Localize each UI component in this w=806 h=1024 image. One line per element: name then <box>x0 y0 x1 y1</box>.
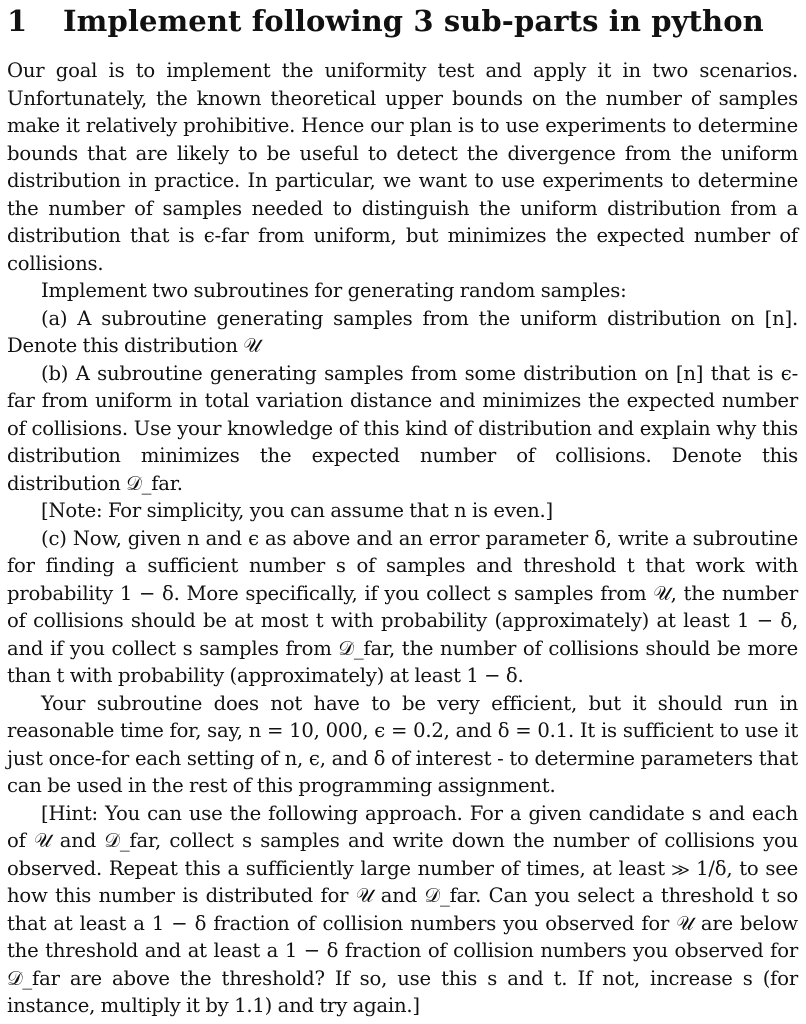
paragraph-hint: [Hint: You can use the following approach. For a given candidate s and each of 𝒰 and 𝒟_far, collect s samples and write down the number of collisions you observed. Repeat this a sufficiently large number of times, at least ≫ 1/δ, to see how this number is distributed for 𝒰 and 𝒟_far. Can you select a threshold t so that at least a 1 − δ fraction of collision numbers you observed for 𝒰 are below the threshold and at least a 1 − δ fraction of collision numbers you observed for 𝒟_far are above the threshold? If so, use this s and t. If not, increase s (for instance, multiply it by 1.1) and try again.] <box>7 801 798 1017</box>
paragraph-efficiency: Your subroutine does not have to be very efficient, but it should run in reasonable time for, say, n = 10, 000, ϵ = 0.2, and δ = 0.1. It is sufficient to use it just once-for each setting of n, ϵ, and δ of interest - to determine parameters that can be used in the rest of this programming assignment. <box>7 691 798 797</box>
paragraph-subroutines-intro: Implement two subroutines for generating random samples: <box>41 279 627 302</box>
section-body <box>7 57 798 1020</box>
paragraph-part-b: (b) A subroutine generating samples from some distribution on [n] that is ϵ-far from uniform in total variation distance and minimizes the expected number of collisions. Use your knowledge of this kind of distribution and explain why this distribution minimizes the expected number of collisions. Denote this distribution 𝒟_far. <box>7 361 798 495</box>
section-number: 1 <box>7 4 28 38</box>
paragraph-part-a: (a) A subroutine generating samples from the uniform distribution on [n]. Denote this distribution 𝒰 <box>7 306 798 357</box>
paragraph-part-c: (c) Now, given n and ϵ as above and an error parameter δ, write a subroutine for finding a sufficient number s of samples and threshold t that work with probability 1 − δ. More specifically, if you collect s samples from 𝒰, the number of collisions should be at most t with probability (approximately) at least 1 − δ, and if you collect s samples from 𝒟_far, the number of collisions should be more than t with probability (approximately) at least 1 − δ. <box>7 526 798 687</box>
section-title: Implement following 3 sub-parts in python <box>63 4 764 38</box>
paragraph-intro: Our goal is to implement the uniformity test and apply it in two scenarios. Unfortunately, the known theoretical upper bounds on the number of samples make it relatively prohibitive. Hence our plan is to use experiments to determine bounds that are likely to be useful to detect the divergence from the uniform distribution in practice. In particular, we want to use experiments to determine the number of samples needed to distinguish the uniform distribution from a distribution that is ϵ-far from uniform, but minimizes the expected number of collisions. <box>7 59 798 275</box>
paragraph-note: [Note: For simplicity, you can assume that n is even.] <box>41 499 553 522</box>
section-heading <box>7 0 798 55</box>
